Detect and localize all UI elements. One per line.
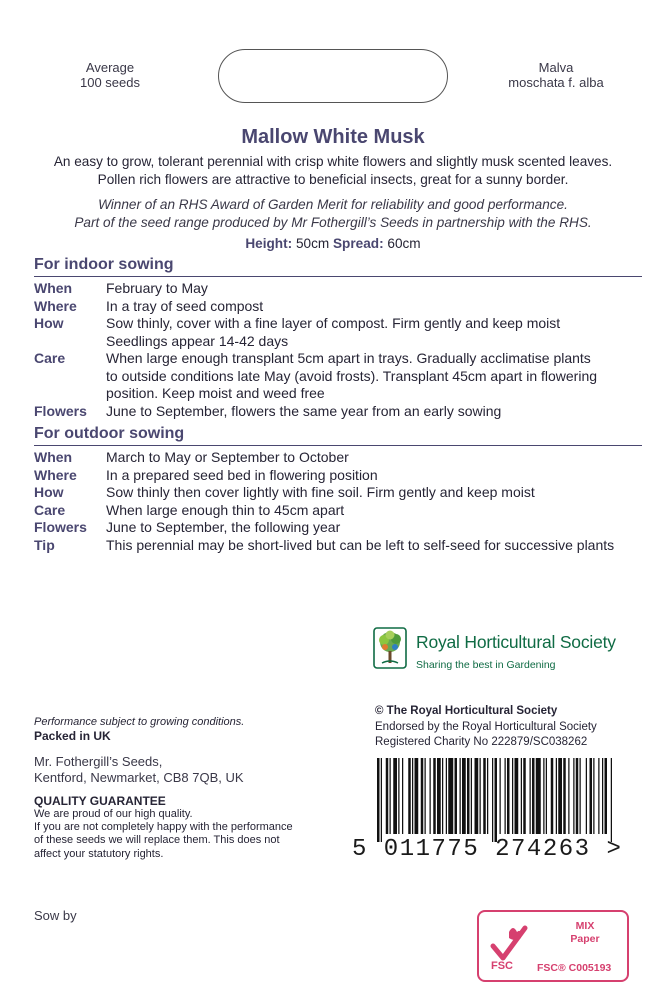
indoor-row-when: [34, 280, 644, 298]
barcode-bar: [483, 758, 486, 834]
barcode-bar: [590, 758, 593, 834]
barcode-bar: [605, 758, 608, 834]
barcode-bar: [425, 758, 426, 834]
barcode: [375, 758, 615, 842]
rhs-tree-icon: [372, 626, 408, 672]
barcode-bar: [471, 758, 472, 834]
barcode-bar: [512, 758, 513, 834]
row-label: Tip: [34, 536, 55, 553]
spread-value: 60cm: [387, 236, 421, 251]
fsc-word: FSC: [491, 960, 513, 972]
rhs-logo: [372, 626, 632, 674]
height-value: 50cm: [295, 236, 330, 251]
row-text: When large enough transplant 5cm apart in trays. Gradually acclimatise plants: [106, 350, 591, 366]
outdoor-rows: [34, 449, 644, 554]
outdoor-row-care: [34, 502, 644, 520]
barcode-bar: [393, 758, 397, 834]
product-title: Mallow White Musk: [241, 126, 425, 148]
barcode-bar: [598, 758, 599, 834]
barcode-bar: [586, 758, 587, 834]
barcode-bar: [433, 758, 436, 834]
latin-name-line1: Malva: [538, 60, 574, 75]
rhs-charity: Registered Charity No 222879/SC038262: [375, 736, 588, 748]
barcode-bar: [593, 758, 594, 834]
rhs-tagline: Sharing the best in Gardening: [416, 659, 556, 671]
indoor-row-how: [34, 315, 644, 350]
barcode-bar: [492, 758, 493, 842]
barcode-bar: [446, 758, 447, 834]
window-outline: [218, 49, 448, 103]
barcode-bar: [563, 758, 566, 834]
row-text: Sow thinly, cover with a fine layer of compost. Firm gently and keep moist: [106, 315, 561, 331]
barcode-bar: [408, 758, 411, 834]
row-label: Where: [34, 297, 77, 314]
barcode-bar: [505, 758, 506, 834]
row-label: How: [34, 484, 64, 500]
rhs-copyright: © The Royal Horticultural Society: [375, 705, 558, 717]
quality-guarantee-title: QUALITY GUARANTEE: [34, 794, 166, 808]
barcode-bar: [448, 758, 453, 834]
barcode-bar: [515, 758, 519, 834]
indoor-section-title: For indoor sowing: [34, 256, 174, 273]
rhs-name: Royal Horticultural Society: [416, 632, 616, 652]
seed-count-line2: 100 seeds: [80, 75, 140, 90]
row-text: June to September, flowers the same year from an early sowing: [106, 402, 502, 419]
address: [34, 754, 354, 786]
packed-in: Packed in UK: [34, 729, 111, 743]
award-line: Winner of an RHS Award of Garden Merit for reliability and good performance.: [98, 197, 568, 212]
height-label: Height:: [245, 236, 293, 251]
address-line: Mr. Fothergill’s Seeds,: [34, 754, 163, 769]
latin-name: [486, 60, 626, 90]
row-text: In a tray of seed compost: [106, 297, 264, 314]
row-text: Seedlings appear 14-42 days: [106, 332, 289, 349]
outdoor-row-tip: [34, 537, 644, 555]
barcode-bar: [455, 758, 458, 834]
seed-count-line1: Average: [85, 60, 135, 75]
quality-line: If you are not completely happy with the performance: [34, 821, 293, 834]
barcode-bar: [475, 758, 479, 834]
sow-by-label: Sow by: [34, 908, 77, 923]
indoor-row-flowers: [34, 403, 644, 421]
dimensions: [0, 236, 666, 251]
outdoor-row-when: [34, 449, 644, 467]
barcode-bar: [532, 758, 535, 834]
outdoor-divider: [34, 445, 642, 446]
spread-label: Spread:: [332, 236, 384, 251]
barcode-bar: [442, 758, 443, 834]
barcode-bar: [576, 758, 579, 834]
award-text: [10, 196, 656, 232]
row-text: Sow thinly then cover lightly with fine soil. Firm gently and keep moist: [106, 484, 535, 500]
barcode-bar: [500, 758, 501, 834]
barcode-bar: [507, 758, 510, 834]
quality-line: of these seeds we will replace them. This does not: [34, 834, 280, 847]
fsc-mix: [547, 920, 623, 946]
quality-line: affect your statutory rights.: [34, 847, 164, 860]
outdoor-row-where: [34, 467, 644, 485]
barcode-bar: [523, 758, 526, 834]
barcode-bar: [602, 758, 603, 834]
barcode-bar: [467, 758, 470, 834]
barcode-bar: [543, 758, 544, 834]
row-label: Care: [34, 350, 66, 366]
barcode-bar: [430, 758, 431, 834]
barcode-bar: [398, 758, 399, 834]
footer-info: [34, 715, 354, 861]
row-label: Flowers: [34, 402, 87, 419]
fsc-logo: [477, 910, 629, 982]
barcode-bar: [530, 758, 531, 834]
barcode-bar: [415, 758, 419, 834]
barcode-bar: [536, 758, 541, 834]
barcode-bar: [390, 758, 391, 834]
barcode-bar: [462, 758, 466, 834]
row-label: Where: [34, 466, 77, 483]
barcode-bar: [386, 758, 389, 834]
rhs-endorsed: Endorsed by the Royal Horticultural Society: [375, 720, 597, 733]
barcode-digits: 5 011775 274263 >: [352, 836, 623, 863]
row-text: This perennial may be short-lived but can be left to self-seed for successive plants: [106, 536, 615, 553]
performance-note: Performance subject to growing conditions.: [34, 716, 245, 728]
fsc-paper-label: Paper: [570, 933, 600, 945]
row-label: How: [34, 315, 64, 331]
barcode-bar: [551, 758, 554, 834]
quality-guarantee-text: [34, 808, 354, 861]
barcode-bar: [480, 758, 481, 834]
indoor-row-where: [34, 298, 644, 316]
row-text: to outside conditions late May (avoid frosts). Transplant 45cm apart in flowering: [106, 367, 598, 384]
address-line: Kentford, Newmarket, CB8 7QB, UK: [34, 770, 244, 785]
barcode-bar: [377, 758, 380, 842]
barcode-bar: [580, 758, 581, 834]
barcode-bar: [421, 758, 424, 834]
barcode-bar: [568, 758, 569, 834]
row-text: position. Keep moist and weed free: [106, 385, 325, 401]
intro-line: An easy to grow, tolerant perennial with crisp white flowers and slightly musk scented leaves.: [53, 154, 613, 169]
product-intro: [10, 153, 656, 189]
rhs-copyright-block: [375, 704, 597, 751]
fsc-mix-label: MIX: [575, 920, 595, 932]
row-text: February to May: [106, 280, 208, 296]
row-label: When: [34, 280, 73, 296]
barcode-bar: [460, 758, 461, 834]
indoor-rows: [34, 280, 644, 420]
outdoor-row-flowers: [34, 519, 644, 537]
barcode-bar: [381, 758, 382, 842]
barcode-bar: [487, 758, 488, 834]
row-label: When: [34, 449, 73, 465]
row-label: Care: [34, 501, 66, 518]
indoor-divider: [34, 276, 642, 277]
barcode-bar: [611, 758, 612, 842]
row-text: June to September, the following year: [106, 519, 341, 535]
barcode-bar: [546, 758, 547, 834]
row-text: March to May or September to October: [106, 449, 349, 465]
outdoor-row-how: [34, 484, 644, 502]
row-text: When large enough thin to 45cm apart: [106, 501, 345, 518]
row-label: Flowers: [34, 519, 87, 535]
barcode-bar: [573, 758, 574, 834]
barcode-bar: [558, 758, 562, 834]
barcode-bar: [556, 758, 557, 834]
outdoor-section-title: For outdoor sowing: [34, 425, 185, 442]
indoor-row-care: [34, 350, 644, 403]
barcode-bar: [521, 758, 522, 834]
barcode-bar: [412, 758, 413, 834]
fsc-code: FSC® C005193: [537, 962, 612, 974]
barcode-bar: [437, 758, 441, 834]
quality-line: We are proud of our high quality.: [34, 808, 193, 820]
seed-count: [60, 60, 160, 90]
latin-name-line2: moschata f. alba: [508, 75, 604, 90]
award-line: Part of the seed range produced by Mr Fothergill’s Seeds in partnership with the RHS.: [74, 215, 592, 230]
row-text: In a prepared seed bed in flowering position: [106, 466, 378, 483]
barcode-bar: [402, 758, 403, 834]
intro-line: Pollen rich flowers are attractive to beneficial insects, great for a sunny border.: [97, 172, 569, 187]
barcode-bar: [495, 758, 498, 842]
